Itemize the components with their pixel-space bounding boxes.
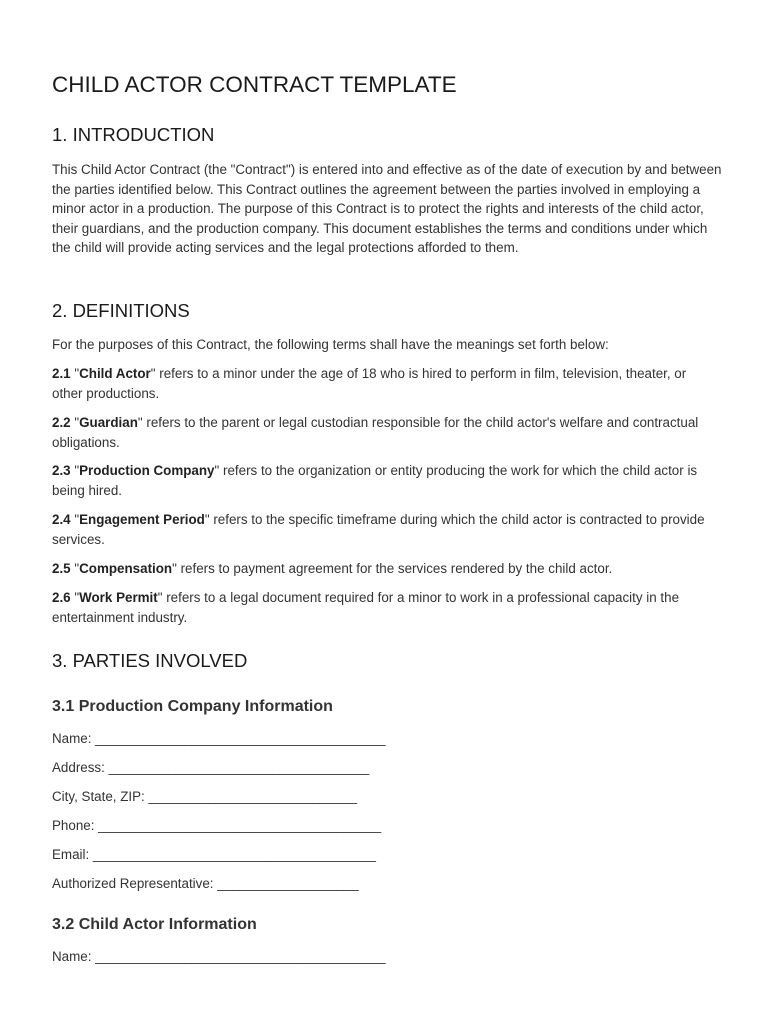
- definition-production-company: [52, 461, 712, 500]
- definition-open-quote: ": [70, 590, 80, 605]
- definition-term: Work Permit: [79, 590, 158, 605]
- definition-open-quote: ": [70, 463, 80, 478]
- definition-open-quote: ": [70, 561, 80, 576]
- definition-term: Production Company: [79, 463, 215, 478]
- production-company-city-state-zip-field[interactable]: City, State, ZIP: ____________________________: [52, 789, 358, 804]
- definition-number: 2.1: [52, 366, 71, 381]
- document-title: CHILD ACTOR CONTRACT TEMPLATE: [52, 72, 457, 97]
- definition-number: 2.3: [52, 463, 71, 478]
- definition-number: 2.2: [52, 415, 71, 430]
- production-company-email-field[interactable]: Email: ______________________________________: [52, 847, 376, 862]
- definition-term: Child Actor: [79, 366, 151, 381]
- definition-text: " refers to payment agreement for the services rendered by the child actor.: [172, 561, 613, 576]
- definition-number: 2.4: [52, 512, 71, 527]
- definition-work-permit: [52, 588, 712, 627]
- definition-text: " refers to the parent or legal custodian responsible for the child actor's welfare and contractual obligations.: [52, 415, 699, 450]
- definition-number: 2.6: [52, 590, 71, 605]
- definition-term: Engagement Period: [79, 512, 205, 527]
- definition-text: " refers to a legal document required for a minor to work in a professional capacity in the entertainment industry.: [52, 590, 680, 625]
- subsection-heading-production-company: 3.1 Production Company Information: [52, 698, 333, 715]
- subsection-heading-child-actor: 3.2 Child Actor Information: [52, 916, 257, 933]
- definition-compensation: [52, 559, 712, 579]
- definition-term: Compensation: [79, 561, 173, 576]
- definition-text: " refers to a minor under the age of 18 who is hired to perform in film, television, theater, or other productions.: [52, 366, 687, 401]
- definition-number: 2.5: [52, 561, 71, 576]
- section-heading-definitions: 2. DEFINITIONS: [52, 300, 190, 321]
- definition-term: Guardian: [79, 415, 138, 430]
- definition-open-quote: ": [70, 415, 80, 430]
- definition-text: " refers to the specific timeframe during which the child actor is contracted to provide services.: [52, 512, 705, 547]
- section-heading-parties-involved: 3. PARTIES INVOLVED: [52, 650, 248, 671]
- definition-guardian: [52, 413, 712, 452]
- definition-open-quote: ": [70, 366, 80, 381]
- introduction-paragraph: This Child Actor Contract (the "Contract") is entered into and effective as of the date of execution by and between the parties identified below. This Contract outlines the agreement between the parties involved in employing a minor actor in a production. The purpose of this Contract is to protect the rights and interests of the child actor, their guardians, and the production company. This document establishes the terms and conditions under which the child will provide acting services and the legal protections afforded to them.: [52, 162, 722, 255]
- definition-open-quote: ": [70, 512, 80, 527]
- production-company-representative-field[interactable]: Authorized Representative: ___________________: [52, 876, 359, 891]
- section-heading-introduction: 1. INTRODUCTION: [52, 124, 215, 145]
- definition-child-actor: [52, 364, 712, 403]
- production-company-name-field[interactable]: Name: _______________________________________: [52, 731, 386, 746]
- production-company-address-field[interactable]: Address: ___________________________________: [52, 760, 370, 775]
- child-actor-name-field[interactable]: Name: _______________________________________: [52, 949, 386, 964]
- definitions-intro-paragraph: For the purposes of this Contract, the following terms shall have the meanings set forth below:: [52, 337, 609, 352]
- production-company-phone-field[interactable]: Phone: ______________________________________: [52, 818, 382, 833]
- definition-engagement-period: [52, 510, 712, 549]
- definition-text: " refers to the organization or entity producing the work for which the child actor is being hired.: [52, 463, 698, 498]
